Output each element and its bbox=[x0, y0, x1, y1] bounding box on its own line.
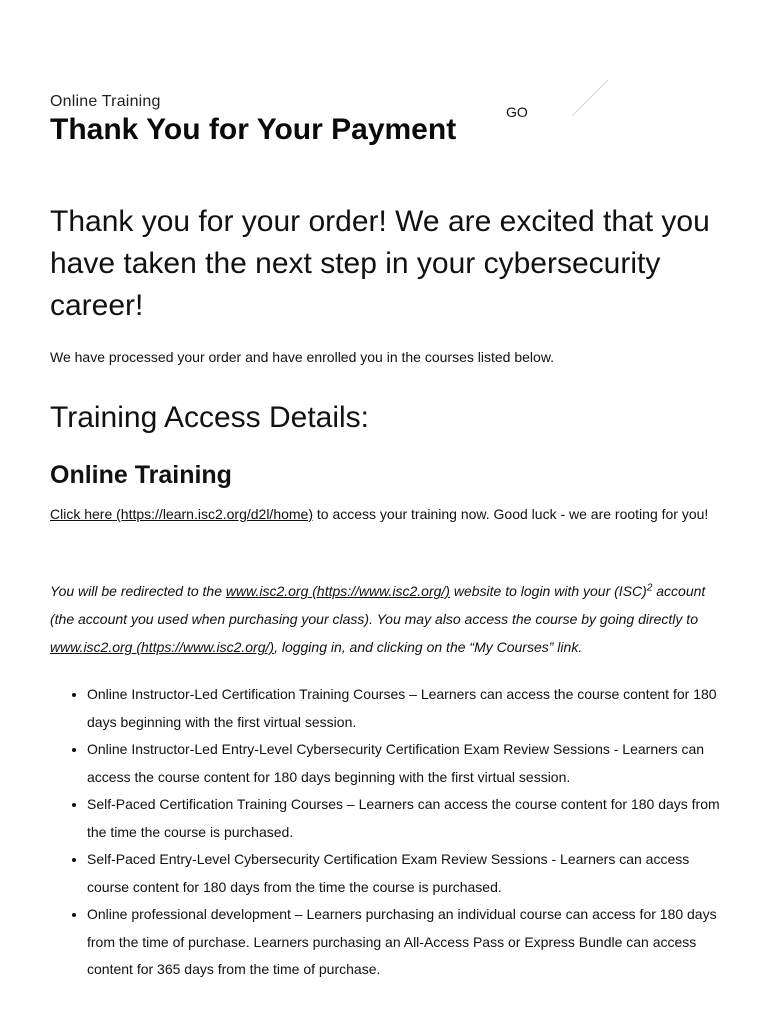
note-text-1: You will be redirected to the bbox=[50, 583, 226, 599]
go-button[interactable]: GO bbox=[506, 104, 528, 120]
list-item: • Online Instructor-Led Certification Training Courses – Learners can access the course content for 180 days beginning with the first virtual session. bbox=[87, 681, 730, 736]
thank-you-message: Thank you for your order! We are excited that you have taken the next step in your cybersecurity career! bbox=[50, 205, 710, 322]
access-paragraph bbox=[50, 500, 730, 528]
access-paragraph-text: to access your training now. Good luck - we are rooting for you! bbox=[313, 506, 709, 522]
isc2-website-link-2[interactable]: www.isc2.org (https://www.isc2.org/) bbox=[50, 639, 275, 655]
order-processed-text: We have processed your order and have enrolled you in the courses listed below. bbox=[50, 349, 555, 365]
note-text-2: website to login with your (ISC) bbox=[449, 583, 647, 599]
online-training-heading: Online Training bbox=[50, 461, 232, 489]
redirect-note bbox=[50, 577, 730, 661]
page-title: Thank You for Your Payment bbox=[50, 113, 457, 146]
click-here-link[interactable]: Click here (https://learn.isc2.org/d2l/home) bbox=[50, 506, 313, 522]
isc2-website-link[interactable]: www.isc2.org (https://www.isc2.org/) bbox=[225, 583, 450, 599]
list-item: • Online Instructor-Led Entry-Level Cybersecurity Certification Exam Review Sessions - Learners can access the course content for 180 days beginning with the first virtual session. bbox=[87, 736, 730, 791]
slash-mark-icon bbox=[570, 78, 610, 118]
training-access-heading: Training Access Details: bbox=[50, 401, 370, 434]
list-item: • Online professional development – Learners purchasing an individual course can access for 180 days from the time of purchase. Learners purchasing an All-Access Pass or Express Bundle can access content for 365 days from the time of purchase. bbox=[87, 901, 730, 984]
breadcrumb[interactable]: Online Training bbox=[50, 93, 161, 110]
course-access-list bbox=[50, 681, 730, 984]
list-item: • Self-Paced Entry-Level Cybersecurity Certification Exam Review Sessions - Learners can access course content for 180 days from the time the course is purchased. bbox=[87, 846, 730, 901]
note-text-4: , logging in, and clicking on the “My Courses” link. bbox=[274, 639, 583, 655]
list-item: • Self-Paced Certification Training Courses – Learners can access the course content for 180 days from the time the course is purchased. bbox=[87, 791, 730, 846]
note-superscript: 2 bbox=[646, 582, 653, 594]
note-text-3: account (the account you used when purchasing your class). You may also access the course by going directly to bbox=[50, 583, 706, 627]
